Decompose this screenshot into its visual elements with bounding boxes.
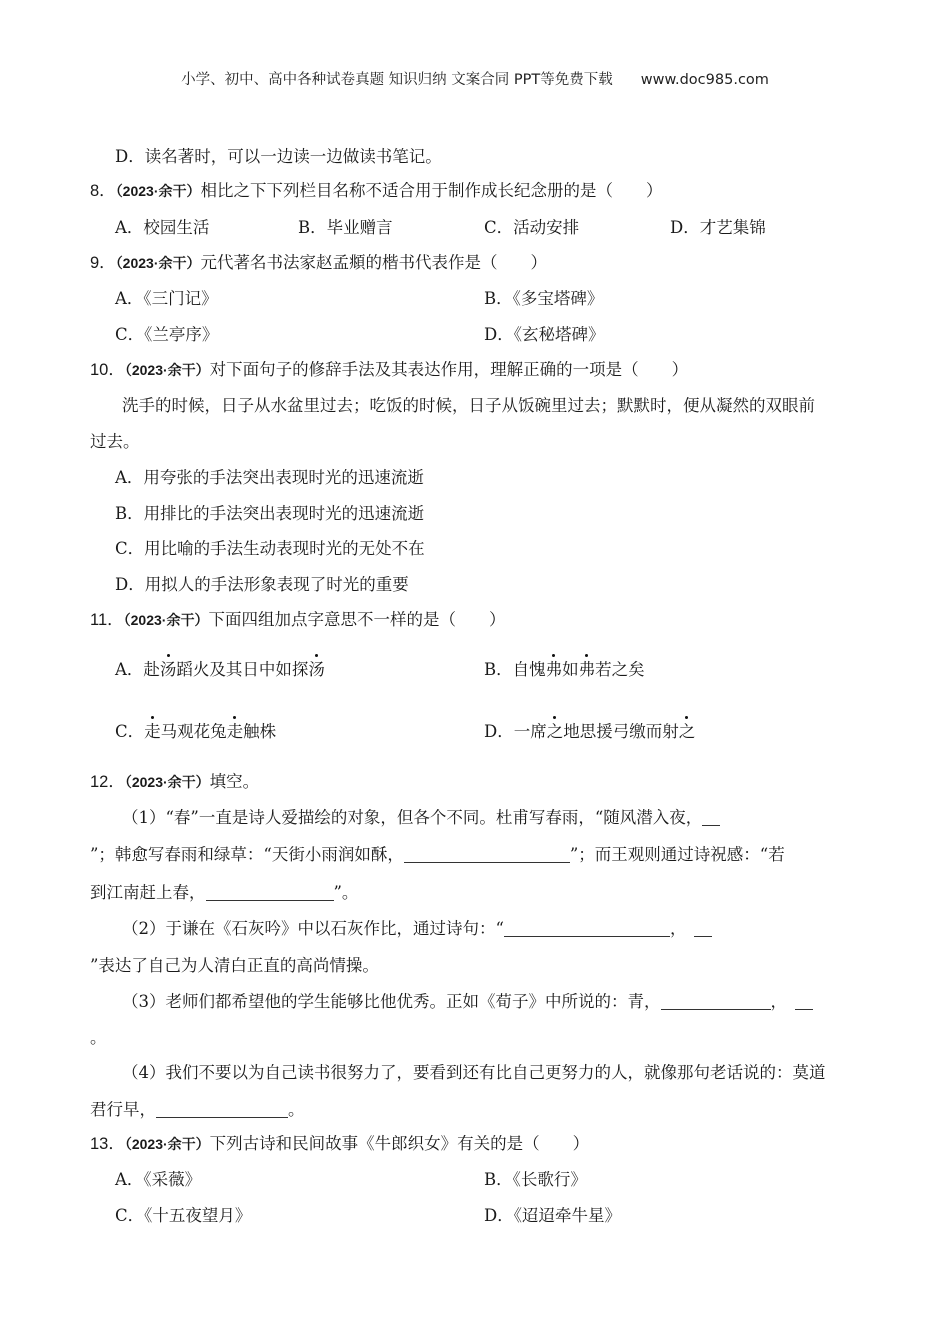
q8-option-d: D．才艺集锦 (670, 218, 766, 237)
q12-text: ， (669, 919, 687, 938)
q12-part-1-line-1 (122, 808, 720, 828)
q9-source: （2023·余干） (115, 255, 201, 271)
option-text: 地思援弓缴而射 (563, 722, 679, 741)
q8-number: 8． (90, 182, 116, 200)
question-8 (90, 181, 663, 201)
option-text: 蹈火及其日中如探 (176, 660, 309, 679)
option-label: B． (484, 660, 513, 679)
q10-stem: 对下面句子的修辞手法及其表达作用，理解正确的一项是（ ） (209, 360, 689, 379)
q12-part-2-line-1 (122, 919, 712, 939)
q11-option-a (115, 660, 325, 680)
question-9 (90, 253, 547, 273)
q12-part-1-line-3 (90, 883, 358, 903)
dotted-char: 走 (226, 722, 244, 741)
q8-option-c: C．活动安排 (484, 218, 580, 237)
option-text: 若之矣 (595, 660, 645, 679)
q11-number: 11． (90, 611, 124, 629)
q13-option-b: B．《长歌行》 (484, 1170, 587, 1189)
q12-text: 君行早， (90, 1100, 156, 1119)
question-12 (90, 772, 259, 792)
q10-passage-line-2: 过去。 (90, 432, 140, 451)
q12-part-2-line-2: ”表达了自己为人清白正直的高尚情操。 (90, 956, 379, 975)
q9-number: 9． (90, 254, 116, 272)
option-label: C． (115, 722, 145, 741)
q8-stem: 相比之下下列栏目名称不适合用于制作成长纪念册的是（ ） (200, 181, 663, 200)
option-label: A． (115, 660, 144, 679)
dotted-char: 汤 (159, 660, 177, 679)
q9-option-a: A．《三门记》 (115, 289, 218, 308)
q12-stem: 填空。 (209, 772, 260, 791)
q12-part-1-line-2 (90, 845, 785, 865)
q10-option-c: C．用比喻的手法生动表现时光的无处不在 (115, 539, 425, 558)
q13-source: （2023·余干） (124, 1136, 210, 1152)
q9-option-b: B．《多宝塔碑》 (484, 289, 604, 308)
q12-text: ”；韩愈写春雨和绿草：“天街小雨润如酥， (90, 845, 404, 864)
q12-number: 12． (90, 773, 125, 791)
q13-option-a: A．《采薇》 (115, 1170, 202, 1189)
q9-option-c: C．《兰亭序》 (115, 325, 219, 344)
dotted-char: 之 (678, 722, 696, 741)
option-text: 触株 (243, 722, 277, 741)
q10-option-b: B．用排比的手法突出表现时光的迅速流逝 (115, 504, 425, 523)
answer-blank[interactable] (661, 993, 771, 1010)
q13-number: 13． (90, 1135, 125, 1153)
q10-option-d: D．用拟人的手法形象表现了时光的重要 (115, 575, 409, 594)
option-text: 赴 (143, 660, 160, 679)
q10-number: 10． (90, 361, 125, 379)
q9-option-d: D．《玄秘塔碑》 (484, 325, 605, 344)
q12-text: （1）“春”一直是诗人爱描绘的对象，但各个不同。杜甫写春雨，“随风潜入夜， (122, 808, 703, 827)
answer-blank[interactable] (702, 809, 720, 826)
q11-option-c (115, 722, 276, 742)
answer-blank[interactable] (694, 920, 712, 937)
q12-part-4-line-2 (90, 1100, 305, 1120)
answer-blank[interactable] (156, 1101, 288, 1118)
q12-part-3-line-2: 。 (90, 1028, 107, 1047)
q12-text: ”；而王观则通过诗祝感：“若 (569, 845, 785, 864)
answer-blank[interactable] (504, 920, 670, 937)
question-13 (90, 1134, 589, 1154)
answer-blank[interactable] (795, 993, 813, 1010)
q12-text: （2）于谦在《石灰吟》中以石灰作比，通过诗句：“ (122, 919, 504, 938)
q12-source: （2023·余干） (124, 774, 210, 790)
q12-text: ， (770, 992, 787, 1011)
answer-blank[interactable] (206, 884, 334, 901)
q9-stem: 元代著名书法家赵孟頫的楷书代表作是（ ） (200, 253, 547, 272)
q10-source: （2023·余干） (124, 362, 210, 378)
q8-option-b: B．毕业赠言 (298, 218, 393, 237)
answer-blank[interactable] (404, 846, 570, 863)
q13-stem: 下列古诗和民间故事《牛郎织女》有关的是（ ） (209, 1134, 590, 1153)
option-text: 马观花兔 (160, 722, 227, 741)
dotted-char: 之 (546, 722, 564, 741)
q12-text: ”。 (333, 883, 359, 902)
page-header (0, 68, 950, 89)
dotted-char: 弗 (578, 660, 596, 679)
q13-option-c: C．《十五夜望月》 (115, 1206, 252, 1225)
question-11 (90, 610, 505, 630)
header-site: www.doc985.com (640, 72, 769, 88)
q10-passage-line-1: 洗手的时候，日子从水盆里过去；吃饭的时候，日子从饭碗里过去；默默时，便从凝然的双眼前 (122, 396, 815, 415)
option-text: 自愧 (512, 660, 546, 679)
q12-text: 到江南赶上春， (90, 883, 206, 902)
q11-option-d (484, 722, 695, 742)
dotted-char: 弗 (545, 660, 563, 679)
option-text: 如 (562, 660, 579, 679)
q12-part-4-line-1: （4）我们不要以为自己读书很努力了，要看到还有比自己更努力的人，就像那句老话说的：莫道 (122, 1063, 826, 1082)
header-text: 小学、初中、高中各种试卷真题 知识归纳 文案合同 PPT等免费下载 (181, 72, 613, 88)
dotted-char: 走 (144, 722, 161, 741)
option-label: D． (484, 722, 514, 741)
q8-source: （2023·余干） (115, 183, 201, 199)
q7-option-d: D．读名著时，可以一边读一边做读书笔记。 (115, 147, 442, 166)
q11-option-b (484, 660, 645, 680)
option-text: 一席 (513, 722, 547, 741)
q12-text: 。 (288, 1100, 305, 1119)
q12-text: （3）老师们都希望他的学生能够比他优秀。正如《荀子》中所说的：青， (122, 992, 661, 1011)
dotted-char: 汤 (308, 660, 325, 679)
q8-option-a: A．校园生活 (115, 218, 210, 237)
q12-part-3-line-1 (122, 992, 813, 1012)
q10-option-a: A．用夸张的手法突出表现时光的迅速流逝 (115, 468, 424, 487)
q11-source: （2023·余干） (123, 612, 209, 628)
q11-stem: 下面四组加点字意思不一样的是（ ） (208, 610, 506, 629)
q13-option-d: D．《迢迢牵牛星》 (484, 1206, 621, 1225)
question-10 (90, 360, 688, 380)
